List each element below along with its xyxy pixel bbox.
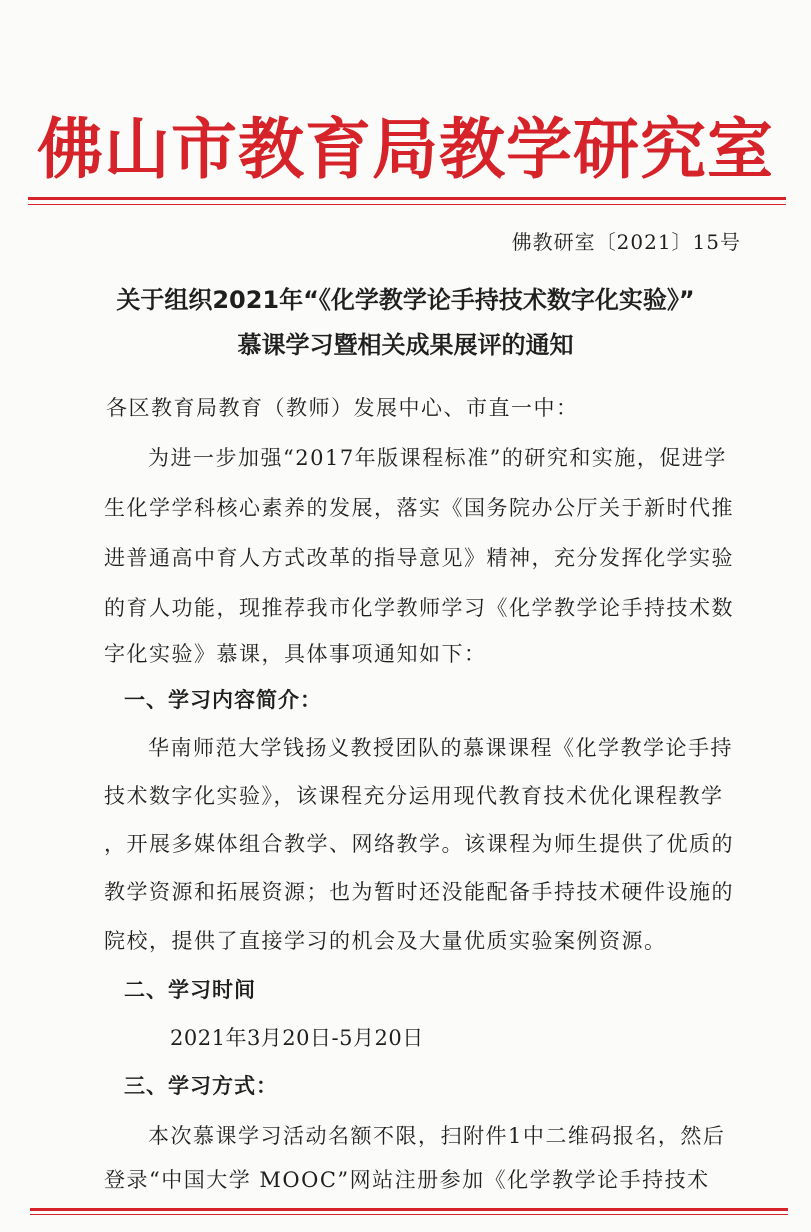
intro-paragraph-line: 的育人功能，现推荐我市化学教师学习《化学教学论手持技术数 [104, 596, 734, 620]
footer-red-rule-thick [30, 1208, 788, 1211]
section-content-line: 教学资源和拓展资源；也为暂时还没能配备手持技术硬件设施的 [104, 880, 734, 904]
recipient-line: 各区教育局教育（教师）发展中心、市直一中： [106, 396, 579, 420]
intro-paragraph-line: 字化实验》慕课，具体事项通知如下： [104, 642, 487, 666]
document-number: 佛教研室〔2021〕15号 [511, 230, 741, 254]
section-heading-time: 二、学习时间 [124, 978, 256, 1002]
footer-red-rule-thin [30, 1214, 788, 1215]
section-content-line: 技术数字化实验》，该课程充分运用现代教育技术优化课程教学 [104, 784, 724, 808]
section-heading-method: 三、学习方式： [124, 1074, 278, 1098]
section-method-line: 登录“中国大学 MOOC”网站注册参加《化学教学论手持技术 [104, 1168, 710, 1192]
intro-paragraph-line: 进普通高中育人方式改革的指导意见》精神，充分发挥化学实验 [104, 546, 734, 570]
intro-paragraph-line: 生化学学科核心素养的发展，落实《国务院办公厅关于新时代推 [104, 496, 734, 520]
section-heading-content: 一、学习内容简介： [124, 688, 322, 712]
section-content-line: 院校，提供了直接学习的机会及大量优质实验案例资源。 [104, 929, 667, 953]
notice-title-line-1: 关于组织2021年“《化学教学论手持技术数字化实验》” [116, 286, 695, 314]
section-method-line: 本次慕课学习活动名额不限，扫附件1中二维码报名，然后 [148, 1124, 726, 1148]
letterhead-red-rule-thin [28, 204, 786, 205]
org-letterhead: 佛山市教育局教学研究室 [37, 110, 774, 188]
study-time-value: 2021年3月20日-5月20日 [170, 1026, 424, 1050]
section-content-line: ，开展多媒体组合教学、网络教学。该课程为师生提供了优质的 [104, 832, 734, 856]
intro-paragraph-line: 为进一步加强“2017年版课程标准”的研究和实施，促进学 [148, 446, 727, 470]
section-content-line: 华南师范大学钱扬义教授团队的慕课课程《化学教学论手持 [148, 736, 733, 760]
notice-title-line-2: 慕课学习暨相关成果展评的通知 [237, 331, 574, 359]
letterhead-red-rule-thick [28, 197, 786, 200]
